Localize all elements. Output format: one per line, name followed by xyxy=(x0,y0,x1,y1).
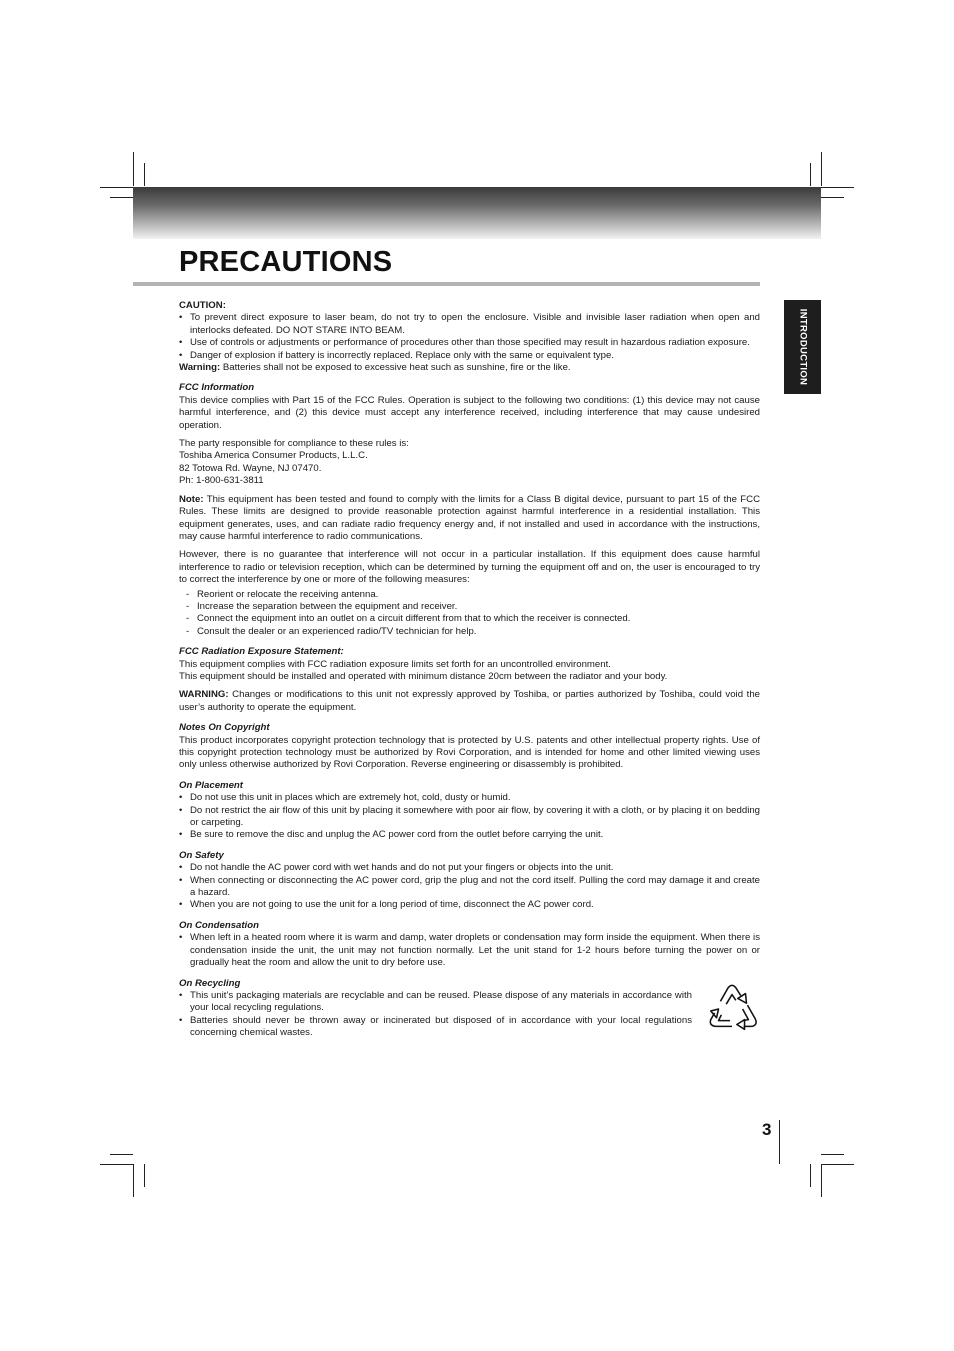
crop-mark xyxy=(133,152,134,186)
crop-mark xyxy=(100,187,133,188)
crop-mark xyxy=(821,197,844,198)
radiation-line: This equipment should be installed and operated with minimum distance 20cm between the radiator and your body. xyxy=(179,670,668,682)
crop-mark xyxy=(110,197,133,198)
radiation-warning xyxy=(179,689,760,714)
crop-mark xyxy=(810,1164,811,1187)
crop-mark xyxy=(100,1164,133,1165)
copyright-heading: Notes On Copyright xyxy=(179,722,270,734)
crop-mark xyxy=(821,152,822,186)
placement-section xyxy=(179,780,760,842)
crop-mark xyxy=(133,1164,134,1197)
fcc-however: However, there is no guarantee that interference will not occur in a particular installation. If this equipment does cause harmful interference to radio or television reception, which can be determined by turning the equipment off and on, the user is encouraged to try to correct the interference by one or more of the following measures: xyxy=(179,549,760,586)
measures-list xyxy=(179,589,760,639)
page-number-rule xyxy=(779,1120,780,1164)
list-item: • When left in a heated room where it is warm and damp, water droplets or condensation may form inside the equipment. When there is condensation inside the unit, the unit may not function normally. Let the unit stand for 1-2 hours before turning the power on or gradually heat the room and allow the unit to dry before use. xyxy=(179,932,760,969)
fcc-intro: This device complies with Part 15 of the FCC Rules. Operation is subject to the following two conditions: (1) this device may not cause harmful interference, and (2) this device must accept any interference received, including interference that may cause undesired operation. xyxy=(179,394,760,431)
recycling-heading: On Recycling xyxy=(179,977,241,989)
safety-heading: On Safety xyxy=(179,849,224,861)
crop-mark xyxy=(821,187,854,188)
list-item: • This unit’s packaging materials are recyclable and can be reused. Please dispose of any materials in accordance with your local recycling regulations. xyxy=(179,990,692,1015)
page-content xyxy=(179,300,760,1040)
party-line: Ph: 1-800-631-3811 xyxy=(179,475,264,487)
section-tab-label: INTRODUCTION xyxy=(797,308,808,386)
list-item: • When connecting or disconnecting the AC power cord, grip the plug and not the cord itself. Pulling the cord may damage it and create a hazard. xyxy=(179,875,760,900)
page-title: PRECAUTIONS xyxy=(179,246,393,278)
note-text: This equipment has been tested and found to comply with the limits for a Class B digital device, pursuant to part 15 of the FCC Rules. These limits are designed to provide reasonable protection against harmful interference in a residential installation. This equipment generates, uses, and can radiate radio frequency energy and, if not installed and used in accordance with the instructions, may cause harmful interference to radio communications. xyxy=(179,493,760,542)
fcc-section xyxy=(179,382,760,638)
list-item: • Batteries should never be thrown away or incinerated but disposed of in accordance with your local regulations concerning chemical wastes. xyxy=(179,1015,692,1040)
title-rule xyxy=(133,282,760,286)
list-item: • Do not use this unit in places which are extremely hot, cold, dusty or humid. xyxy=(179,792,760,804)
crop-mark xyxy=(821,1164,854,1165)
warning-label: Warning: xyxy=(179,362,221,374)
caution-list xyxy=(179,312,760,362)
crop-mark xyxy=(110,1154,133,1155)
crop-mark xyxy=(821,1164,822,1197)
section-tab xyxy=(784,300,821,394)
battery-warning xyxy=(179,362,760,374)
copyright-text: This product incorporates copyright protection technology that is protected by U.S. patents and other intellectual property rights. Use of this copyright protection technology must be authorized by Rovi Corporation, and is intended for home and other limited viewing uses only unless otherwise authorized by Rovi Corporation. Reverse engineering or disassembly is prohibited. xyxy=(179,734,760,771)
list-item: - Increase the separation between the equipment and receiver. xyxy=(179,601,760,613)
list-item: • Do not handle the AC power cord with wet hands and do not put your fingers or objects into the unit. xyxy=(179,862,760,874)
list-item: • To prevent direct exposure to laser beam, do not try to open the enclosure. Visible and invisible laser radiation when open and interlocks defeated. DO NOT STARE INTO BEAM. xyxy=(179,312,760,337)
radiation-heading: FCC Radiation Exposure Statement: xyxy=(179,646,344,658)
party-line: 82 Totowa Rd. Wayne, NJ 07470. xyxy=(179,462,322,474)
list-item: • When you are not going to use the unit for a long period of time, disconnect the AC power cord. xyxy=(179,899,760,911)
list-item: • Be sure to remove the disc and unplug the AC power cord from the outlet before carrying the unit. xyxy=(179,829,760,841)
fcc-heading: FCC Information xyxy=(179,382,255,394)
crop-mark xyxy=(821,1154,844,1155)
warning-label: WARNING: xyxy=(179,689,229,701)
party-line: The party responsible for compliance to these rules is: xyxy=(179,438,409,450)
crop-mark xyxy=(144,1164,145,1187)
note-label: Note: xyxy=(179,493,204,505)
caution-section xyxy=(179,300,760,374)
safety-section xyxy=(179,850,760,912)
placement-list xyxy=(179,792,760,842)
condensation-list xyxy=(179,932,760,969)
list-item: - Consult the dealer or an experienced radio/TV technician for help. xyxy=(179,626,760,638)
list-item: • Use of controls or adjustments or performance of procedures other than those specified may result in hazardous radiation exposure. xyxy=(179,337,760,349)
radiation-line: This equipment complies with FCC radiation exposure limits set forth for an uncontrolled environment. xyxy=(179,658,611,670)
recycling-list xyxy=(179,990,692,1040)
safety-list xyxy=(179,862,760,912)
condensation-heading: On Condensation xyxy=(179,919,259,931)
list-item: - Connect the equipment into an outlet on a circuit different from that to which the receiver is connected. xyxy=(179,613,760,625)
fcc-note xyxy=(179,494,760,544)
list-item: • Danger of explosion if battery is incorrectly replaced. Replace only with the same or equivalent type. xyxy=(179,350,760,362)
warning-text: Changes or modifications to this unit not expressly approved by Toshiba, or parties authorized by Toshiba, could void the user’s authority to operate the equipment. xyxy=(179,689,760,713)
copyright-section xyxy=(179,722,760,772)
recycle-icon xyxy=(703,982,761,1038)
radiation-section xyxy=(179,646,760,714)
condensation-section xyxy=(179,920,760,970)
list-item: • Do not restrict the air flow of this unit by placing it somewhere with poor air flow, by covering it with a cloth, or by placing it on bedding or carpeting. xyxy=(179,805,760,830)
warning-text: Batteries shall not be exposed to excessive heat such as sunshine, fire or the like. xyxy=(220,362,571,374)
placement-heading: On Placement xyxy=(179,779,243,791)
header-band xyxy=(133,187,821,239)
caution-heading: CAUTION: xyxy=(179,300,226,311)
party-line: Toshiba America Consumer Products, L.L.C. xyxy=(179,450,368,462)
page-number: 3 xyxy=(762,1120,772,1139)
list-item: - Reorient or relocate the receiving antenna. xyxy=(179,589,760,601)
crop-mark xyxy=(144,163,145,186)
crop-mark xyxy=(810,163,811,186)
recycling-section xyxy=(179,978,760,1040)
